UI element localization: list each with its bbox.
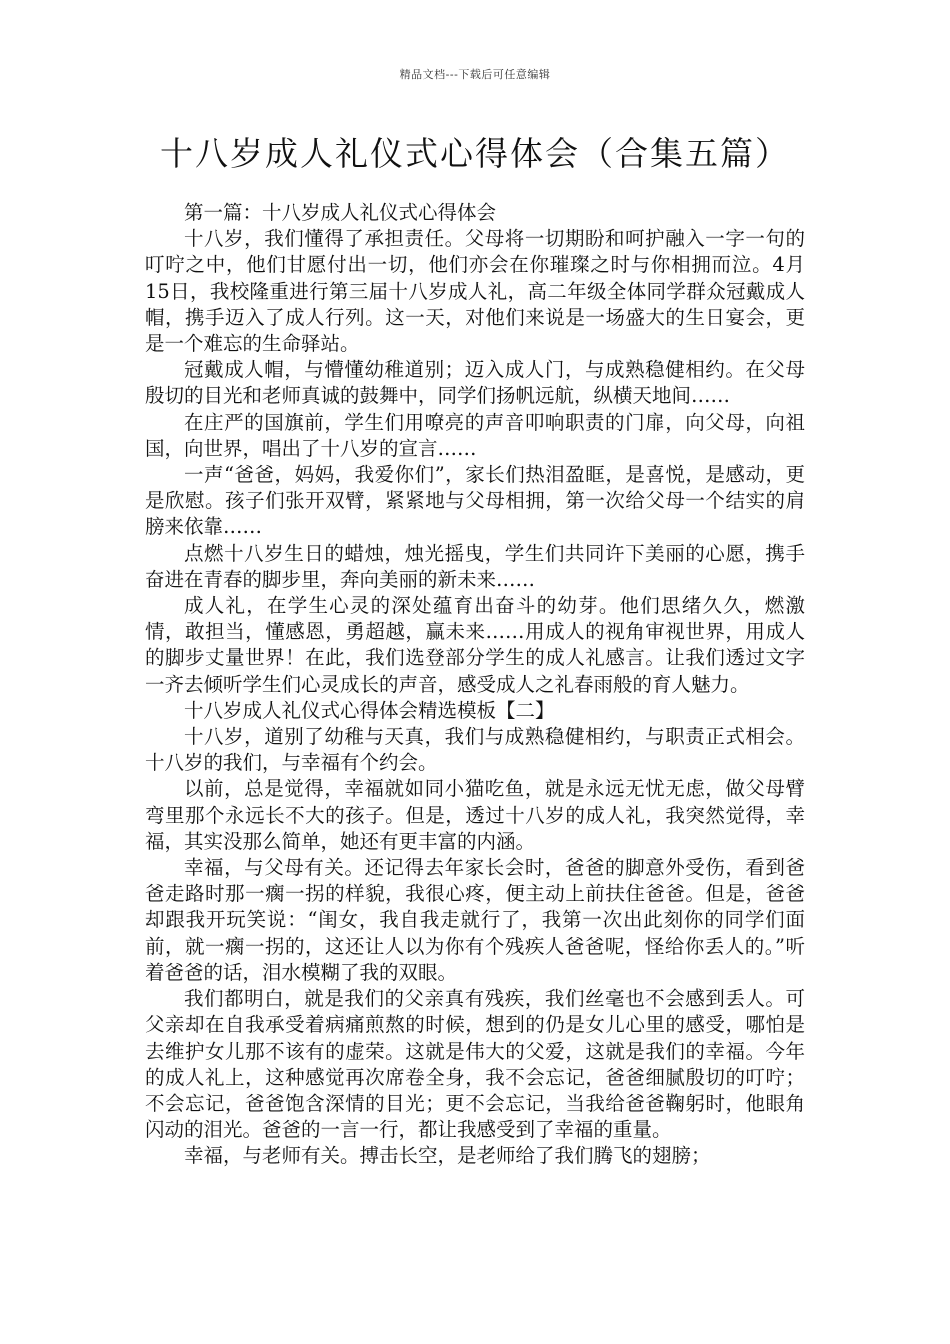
paragraph: 成人礼，在学生心灵的深处蕴育出奋斗的幼芽。他们思绪久久，燃激情，敢担当，懂感恩，勇超越，赢未来……用成人的视角审视世界，用成人的脚步丈量世界！在此，我们选登部分学生的成人礼感言。让我们透过文字一齐去倾听学生们心灵成长的声音，感受成人之礼春雨般的育人魅力。	[145, 594, 805, 696]
document-body	[145, 200, 805, 1170]
paragraph: 幸福，与老师有关。搏击长空，是老师给了我们腾飞的翅膀；	[184, 1144, 711, 1168]
paragraph: 第一篇：十八岁成人礼仪式心得体会	[184, 201, 497, 224]
paragraph: 一声“爸爸，妈妈，我爱你们”，家长们热泪盈眶，是喜悦，是感动，更是欣慰。孩子们张开双臂，紧紧地与父母相拥，第一次给父母一个结实的肩膀来依靠……	[145, 463, 805, 539]
paragraph: 在庄严的国旗前，学生们用嘹亮的声音叩响职责的门扉，向父母，向祖国，向世界，唱出了十八岁的宣言……	[145, 410, 805, 460]
paragraph: 十八岁成人礼仪式心得体会精选模板【二】	[184, 698, 555, 722]
paragraph: 我们都明白，就是我们的父亲真有残疾，我们丝毫也不会感到丢人。可父亲却在自我承受着病痛煎熬的时候，想到的仍是女儿心里的感受，哪怕是去维护女儿那不该有的虚荣。这就是伟大的父爱，这就是我们的幸福。今年的成人礼上，这种感觉再次席卷全身，我不会忘记，爸爸细腻殷切的叮咛；不会忘记，爸爸饱含深情的目光；更不会忘记，当我给爸爸鞠躬时，他眼角闪动的泪光。爸爸的一言一行，都让我感受到了幸福的重量。	[145, 987, 805, 1142]
paragraph: 点燃十八岁生日的蜡烛，烛光摇曳，学生们共同许下美丽的心愿，携手奋进在青春的脚步里，奔向美丽的新未来……	[145, 541, 805, 591]
document-title: 十八岁成人礼仪式心得体会（合集五篇）	[160, 134, 790, 173]
paragraph: 十八岁，道别了幼稚与天真，我们与成熟稳健相约，与职责正式相会。十八岁的我们，与幸福有个约会。	[145, 725, 805, 775]
paragraph: 十八岁，我们懂得了承担责任。父母将一切期盼和呵护融入一字一句的叮咛之中，他们甘愿付出一切，他们亦会在你璀璨之时与你相拥而泣。4月15日，我校隆重进行第三届十八岁成人礼，高二年级全体同学群众冠戴成人帽，携手迈入了成人行列。这一天，对他们来说是一场盛大的生日宴会，更是一个难忘的生命驿站。	[145, 227, 805, 356]
paragraph: 冠戴成人帽，与懵懂幼稚道别；迈入成人门，与成熟稳健相约。在父母殷切的目光和老师真诚的鼓舞中，同学们扬帆远航，纵横天地间……	[145, 358, 805, 408]
header-note: 精品文档---下载后可任意编辑	[399, 68, 551, 81]
paragraph: 幸福，与父母有关。还记得去年家长会时，爸爸的脚意外受伤，看到爸爸走路时那一瘸一拐的样貌，我很心疼，便主动上前扶住爸爸。但是，爸爸却跟我开玩笑说：“闺女，我自我走就行了，我第一次出此刻你的同学们面前，就一瘸一拐的，这还让人以为你有个残疾人爸爸呢，怪给你丢人的。”听着爸爸的话，泪水模糊了我的双眼。	[145, 856, 805, 984]
paragraph: 以前，总是觉得，幸福就如同小猫吃鱼，就是永远无忧无虑，做父母臂弯里那个永远长不大的孩子。但是，透过十八岁的成人礼，我突然觉得，幸福，其实没那么简单，她还有更丰富的内涵。	[145, 777, 805, 853]
